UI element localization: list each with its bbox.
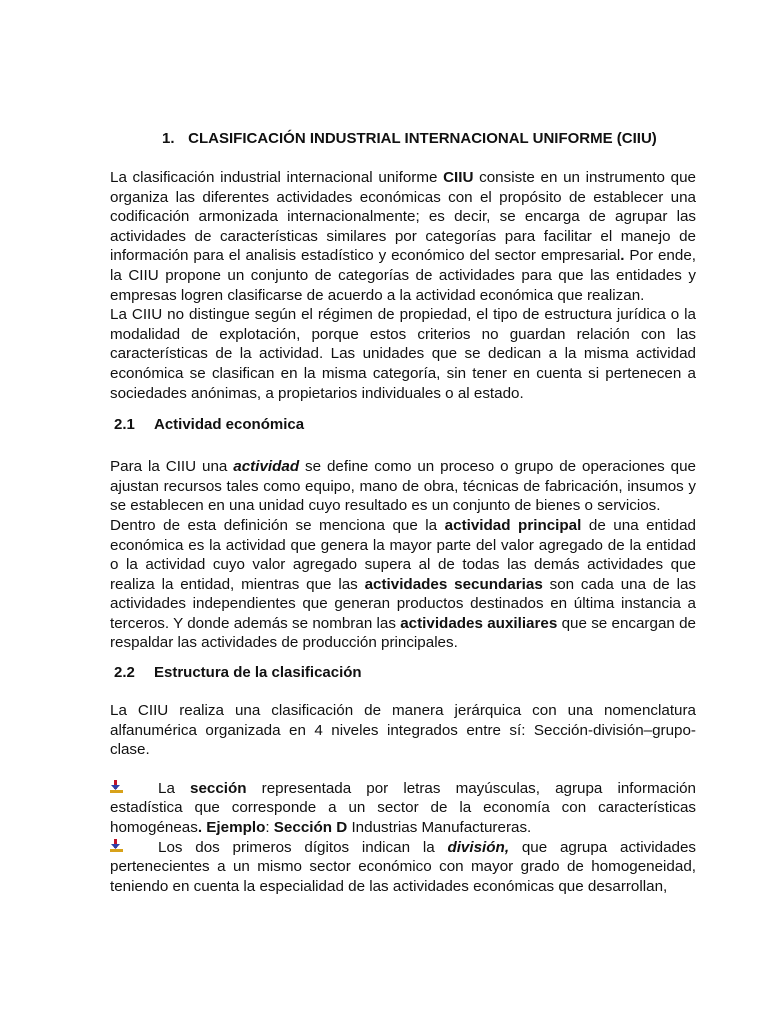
term-seccion: sección: [190, 779, 247, 797]
text-run: Dentro de esta definición se menciona que la: [110, 516, 445, 534]
section-heading-2-1: [110, 415, 696, 435]
text-run: Industrias Manufactureras.: [347, 819, 532, 837]
label-ejemplo: . Ejemplo: [197, 819, 266, 837]
spacer: [110, 760, 696, 779]
text-run: Los dos primeros dígitos indican la: [158, 838, 448, 856]
section-2-1-paragraph-1: [110, 457, 696, 516]
text-run: Para la CIIU una: [110, 458, 234, 476]
term-ciiu: CIIU: [443, 169, 474, 186]
section-title: Estructura de la clasificación: [154, 664, 362, 682]
term-actividad: actividad: [233, 458, 300, 476]
text-run: :: [265, 819, 274, 837]
text-run: que se encargan de respaldar las actividades de producción principales.: [110, 614, 696, 652]
term-actividades-secundarias: actividades secundarias: [364, 575, 543, 593]
text-run: representada por letras mayúsculas, agrupa información estadística que corresponde a un sector de la economía con características homogéneas: [110, 779, 696, 837]
text-run: son cada una de las actividades independientes que generan productos destinados en última instancia a terceros. Y donde además se nombran las: [110, 575, 696, 632]
bullet-arrow-icon: [110, 840, 158, 852]
section-2-1-paragraph-2: [110, 516, 696, 653]
text-run: de una entidad económica es la actividad que genera la mayor parte del valor agregado de la entidad o la actividad cuyo valor agregado supera al de todas las demás actividades que realiza la entidad, mientras que las: [110, 516, 696, 593]
list-item-seccion: [110, 779, 696, 838]
main-heading: [110, 128, 696, 150]
text-run: La: [158, 779, 190, 797]
term-actividad-principal: actividad principal: [444, 516, 582, 534]
text-run: que agrupa actividades pertenecientes a un mismo sector económico con mayor grado de homogeneidad, teniendo en cuenta la especialidad de las actividades económicas que desarrollan,: [110, 838, 696, 895]
bold-period: .: [620, 247, 625, 265]
text-run: Por ende, la CIIU propone un conjunto de categorías de actividades para que las entidades y empresas logren clasificarse de acuerdo a la actividad económica que realizan.: [110, 247, 696, 304]
section-2-2-paragraph-1: La CIIU realiza una clasificación de manera jerárquica con una nomenclatura alfanumérica organizada en 4 niveles integrados entre sí: Sección-división–grupo-clase.: [110, 702, 696, 759]
heading-number: 1.: [162, 130, 175, 147]
intro-paragraph-1: [110, 168, 696, 305]
section-heading-2-2: [110, 663, 696, 683]
bullet-arrow-icon: [110, 781, 158, 793]
term-division: división,: [447, 838, 510, 856]
intro-paragraph-2: La CIIU no distingue según el régimen de propiedad, el tipo de estructura jurídica o la modalidad de explotación, porque estos criterios no guardan relación con las características de la actividad. Las unidades que se dedican a la misma actividad económica se clasifican en la misma categoría, sin tener en cuenta si pertenecen a sociedades anónimas, a propietarios individuales o al estado.: [110, 306, 696, 402]
text-run: consiste en un instrumento que organiza las diferentes actividades económicas con el propósito de establecer una codificación armonizada internacionalmente; es decir, se encarga de agrupar las actividades de características similares por categorías para facilitar el manejo de información para el analisis estadístico y económico del sector empresarial: [110, 169, 696, 265]
text-run: La clasificación industrial internacional uniforme: [110, 169, 444, 186]
section-number: 2.2: [114, 664, 135, 682]
term-actividades-auxiliares: actividades auxiliares: [400, 614, 558, 632]
term-seccion-d: Sección D: [273, 819, 348, 837]
heading-title: CLASIFICACIÓN INDUSTRIAL INTERNACIONAL UNIFORME (CIIU): [188, 130, 657, 147]
text-run: se define como un proceso o grupo de operaciones que ajustan recursos tales como equipo, mano de obra, técnicas de fabricación, insumos y se establecen en una unidad cuyo resultado es un conjunto de bienes o servicios.: [110, 458, 697, 515]
section-number: 2.1: [114, 416, 135, 434]
section-title: Actividad económica: [154, 416, 305, 434]
list-item-division: [110, 838, 696, 897]
